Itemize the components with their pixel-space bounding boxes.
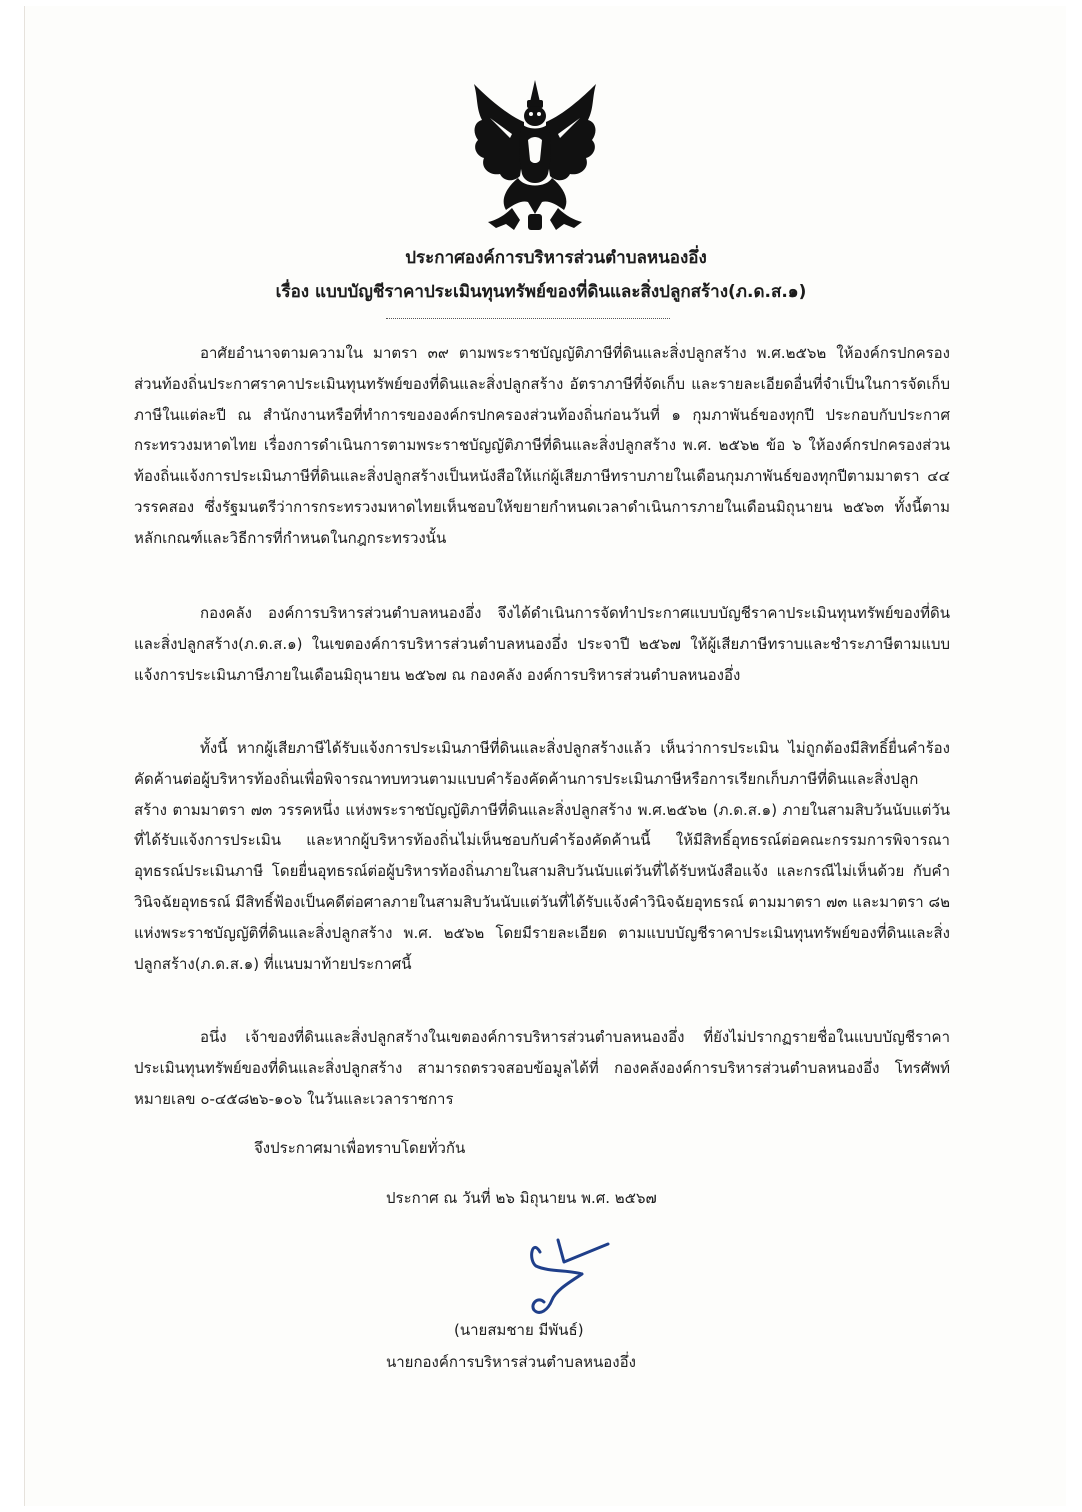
date-line: ประกาศ ณ วันที่ ๒๖ มิถุนายน พ.ศ. ๒๕๖๗ <box>386 1189 657 1207</box>
signer-name: (นายสมชาย มีพันธ์) <box>454 1321 584 1339</box>
signer-position: นายกองค์การบริหารส่วนตำบลหนองอึ่ง <box>386 1353 636 1371</box>
garuda-emblem-icon <box>466 78 604 234</box>
paragraph-1: อาศัยอำนาจตามความใน มาตรา ๓๙ ตามพระราชบัญญัติภาษีที่ดินและสิ่งปลูกสร้าง พ.ศ.๒๕๖๒ ให้องค์กรปกครองส่วนท้องถิ่นประกาศราคาประเมินทุนทรัพย์ของที่ดินและสิ่งปลูกสร้าง อัตราภาษีที่จัดเก็บ และรายละเอียดอื่นที่จำเป็นในการจัดเก็บภาษีในแต่ละปี ณ สำนักงานหรือที่ทำการขององค์กรปกครองส่วนท้องถิ่นก่อนวันที่ ๑ กุมภาพันธ์ของทุกปี ประกอบกับประกาศกระทรวงมหาดไทย เรื่องการดำเนินการตามพระราชบัญญัติภาษีที่ดินและสิ่งปลูกสร้าง พ.ศ. ๒๕๖๒ ข้อ ๖ ให้องค์กรปกครองส่วนท้องถิ่นแจ้งการประเมินภาษีที่ดินและสิ่งปลูกสร้างเป็นหนังสือให้แก่ผู้เสียภาษีทราบภายในเดือนกุมภาพันธ์ของทุกปีตามมาตรา ๔๔ วรรคสอง ซึ่งรัฐมนตรีว่าการกระทรวงมหาดไทยเห็นชอบให้ขยายกำหนดเวลาดำเนินการภายในเดือนมิถุนายน ๒๕๖๓ ทั้งนี้ตามหลักเกณฑ์และวิธีการที่กำหนดในกฎกระทรวงนั้น <box>134 344 950 547</box>
announcement-title: ประกาศองค์การบริหารส่วนตำบลหนองอึ่ง <box>405 248 707 268</box>
dotted-divider <box>386 318 670 319</box>
paragraph-3: ทั้งนี้ หากผู้เสียภาษีได้รับแจ้งการประเมินภาษีที่ดินและสิ่งปลูกสร้างแล้ว เห็นว่าการประเมิน ไม่ถูกต้องมีสิทธิ์ยื่นคำร้องคัดค้านต่อผู้บริหารท้องถิ่นเพื่อพิจารณาทบทวนตามแบบคำร้องคัดค้านการประเมินภาษีหรือการเรียกเก็บภาษีที่ดินและสิ่งปลูกสร้าง ตามมาตรา ๗๓ วรรคหนึ่ง แห่งพระราชบัญญัติภาษีที่ดินและสิ่งปลูกสร้าง พ.ศ.๒๕๖๒ (ภ.ด.ส.๑) ภายในสามสิบวันนับแต่วันที่ได้รับแจ้งการประเมิน และหากผู้บริหารท้องถิ่นไม่เห็นชอบกับคำร้องคัดค้านนี้ ให้มีสิทธิ์อุทธรณ์ต่อคณะกรรมการพิจารณาอุทธรณ์ประเมินภาษี โดยยื่นอุทธรณ์ต่อผู้บริหารท้องถิ่นภายในสามสิบวันนับแต่วันที่ได้รับหนังสือแจ้ง และกรณีไม่เห็นด้วย กับคำวินิจฉัยอุทธรณ์ มีสิทธิ์ฟ้องเป็นคดีต่อศาลภายในสามสิบวันนับแต่วันที่ได้รับแจ้งคำวินิจฉัยอุทธรณ์ ตามมาตรา ๗๓ และมาตรา ๘๒ แห่งพระราชบัญญัติที่ดินและสิ่งปลูกสร้าง พ.ศ. ๒๕๖๒ โดยมีรายละเอียด ตามแบบบัญชีราคาประเมินทุนทรัพย์ของที่ดินและสิ่งปลูกสร้าง(ภ.ด.ส.๑) ที่แนบมาท้ายประกาศนี้ <box>134 739 950 973</box>
paragraph-4: อนึ่ง เจ้าของที่ดินและสิ่งปลูกสร้างในเขตองค์การบริหารส่วนตำบลหนองอึ่ง ที่ยังไม่ปรากฏรายชื่อในแบบบัญชีราคาประเมินทุนทรัพย์ของที่ดินและสิ่งปลูกสร้าง สามารถตรวจสอบข้อมูลได้ที่ กองคลังองค์การบริหารส่วนตำบลหนองอึ่ง โทรศัพท์หมายเลข ๐-๔๕๘๒๖-๑๐๖ ในวันและเวลาราชการ <box>134 1028 950 1108</box>
signature-icon <box>478 1232 628 1324</box>
title-block <box>0 246 1082 304</box>
closing-line: จึงประกาศมาเพื่อทราบโดยทั่วกัน <box>254 1139 466 1157</box>
announcement-subject: เรื่อง แบบบัญชีราคาประเมินทุนทรัพย์ของที่ดินและสิ่งปลูกสร้าง(ภ.ด.ส.๑) <box>275 282 807 302</box>
paragraph-2: กองคลัง องค์การบริหารส่วนตำบลหนองอึ่ง จึงได้ดำเนินการจัดทำประกาศแบบบัญชีราคาประเมินทุนทรัพย์ของที่ดินและสิ่งปลูกสร้าง(ภ.ด.ส.๑) ในเขตองค์การบริหารส่วนตำบลหนองอึ่ง ประจาปี ๒๕๖๗ ให้ผู้เสียภาษีทราบและชำระภาษีตามแบบแจ้งการประเมินภาษีภายในเดือนมิถุนายน ๒๕๖๗ ณ กองคลัง องค์การบริหารส่วนตำบลหนองอึ่ง <box>134 604 950 684</box>
